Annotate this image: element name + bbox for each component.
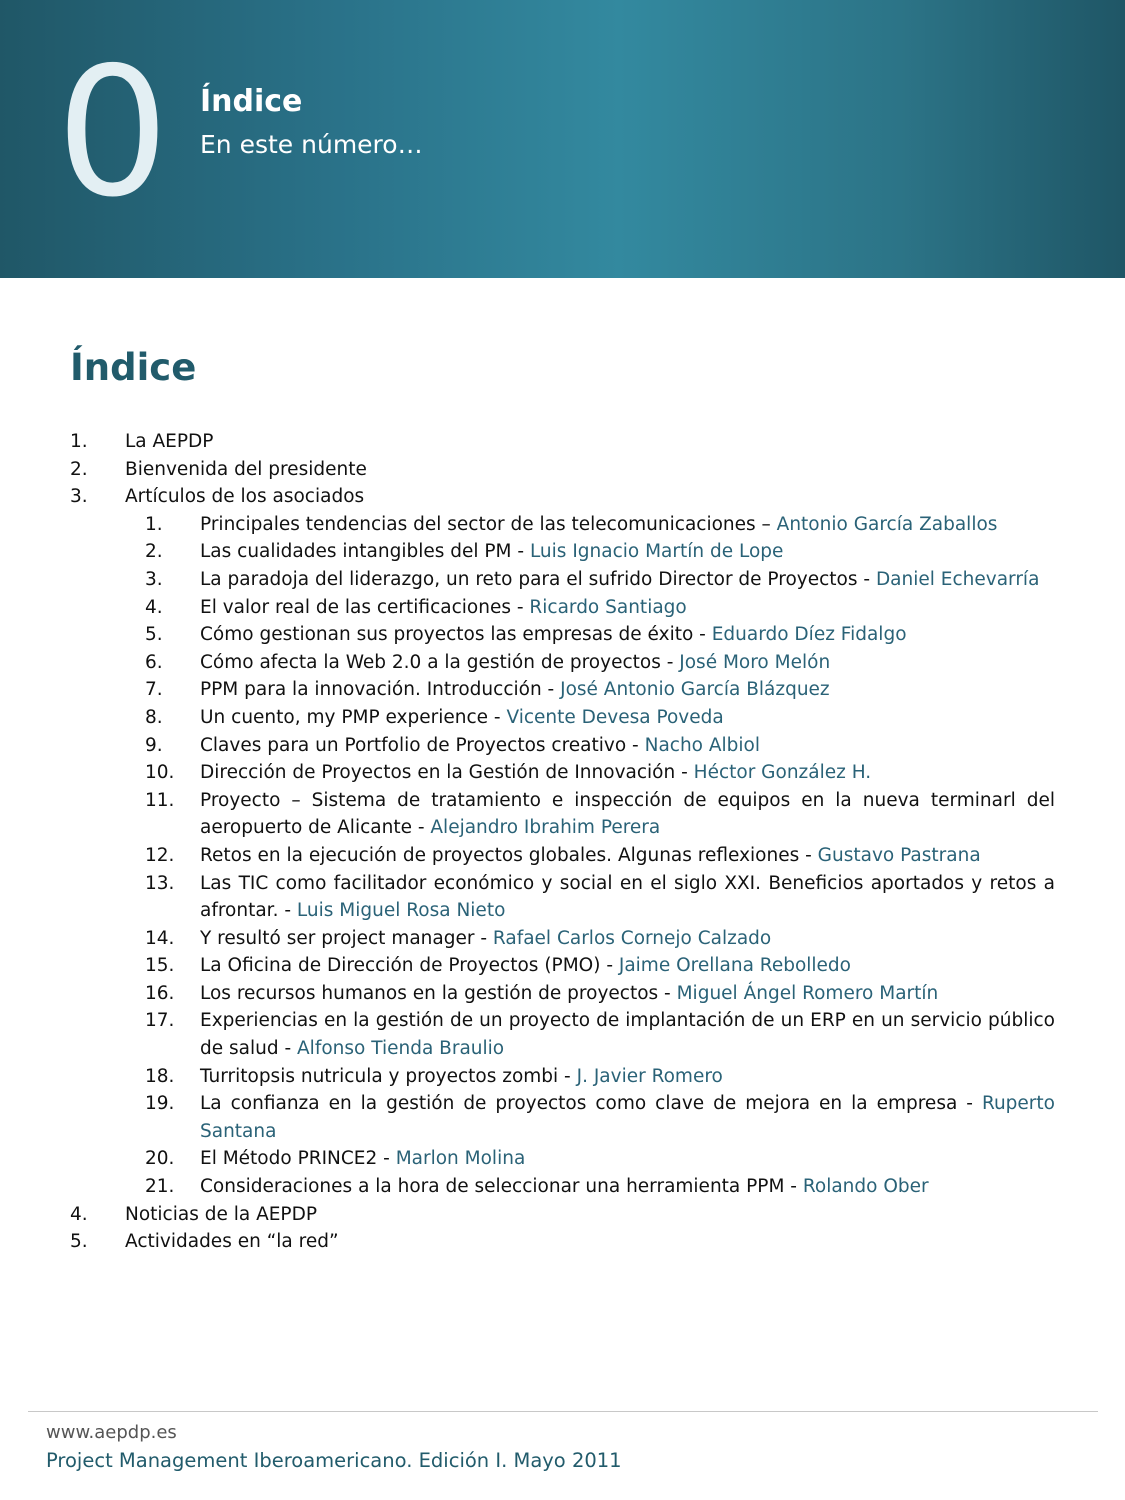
article-author: Rafael Carlos Cornejo Calzado bbox=[492, 927, 772, 949]
toc-item bbox=[70, 428, 1055, 456]
article-author: Gustavo Pastrana bbox=[817, 844, 981, 866]
article-title: Un cuento, my PMP experience - bbox=[200, 706, 507, 728]
article-number: 14. bbox=[145, 927, 175, 949]
article-title: Cómo afecta la Web 2.0 a la gestión de proyectos - bbox=[200, 651, 680, 673]
page-title: Índice bbox=[70, 346, 197, 389]
article-number: 5. bbox=[145, 624, 163, 646]
article-number: 12. bbox=[145, 844, 175, 866]
article-author: José Antonio García Blázquez bbox=[560, 679, 830, 701]
article-number: 9. bbox=[145, 734, 163, 756]
article-item bbox=[70, 594, 1055, 622]
banner-subtitle: En este número… bbox=[200, 130, 423, 159]
table-of-contents bbox=[70, 428, 1055, 1256]
article-author: Daniel Echevarría bbox=[875, 568, 1040, 590]
article-number: 15. bbox=[145, 955, 175, 977]
article-author: Nacho Albiol bbox=[644, 734, 761, 756]
article-author: Ricardo Santiago bbox=[529, 596, 687, 618]
article-author: Luis Ignacio Martín de Lope bbox=[529, 541, 784, 563]
article-item bbox=[70, 787, 1055, 842]
article-number: 20. bbox=[145, 1148, 175, 1170]
article-item bbox=[70, 870, 1055, 925]
article-item bbox=[70, 704, 1055, 732]
article-author: Vicente Devesa Poveda bbox=[506, 706, 724, 728]
article-author: Alfonso Tienda Braulio bbox=[297, 1038, 505, 1060]
header-banner bbox=[0, 0, 1125, 278]
article-title: Turritopsis nutricula y proyectos zombi - bbox=[200, 1065, 577, 1087]
article-title: Consideraciones a la hora de seleccionar una herramienta PPM - bbox=[200, 1176, 803, 1198]
article-item bbox=[70, 952, 1055, 980]
banner-title: Índice bbox=[200, 84, 303, 119]
article-title: Las cualidades intangibles del PM - bbox=[200, 541, 530, 563]
toc-item-number: 5. bbox=[70, 1231, 88, 1253]
footer-publication: Project Management Iberoamericano. Edición I. Mayo 2011 bbox=[46, 1449, 622, 1472]
article-author: Marlon Molina bbox=[395, 1148, 526, 1170]
article-author: Antonio García Zaballos bbox=[776, 513, 998, 535]
toc-item bbox=[70, 1228, 1055, 1256]
article-item bbox=[70, 649, 1055, 677]
article-number: 16. bbox=[145, 982, 175, 1004]
article-item bbox=[70, 676, 1055, 704]
article-author: Alejandro Ibrahim Perera bbox=[430, 817, 661, 839]
article-number: 21. bbox=[145, 1176, 175, 1198]
article-item bbox=[70, 980, 1055, 1008]
article-title: PPM para la innovación. Introducción - bbox=[200, 679, 561, 701]
toc-item-number: 1. bbox=[70, 431, 88, 452]
chapter-number: 0 bbox=[56, 29, 170, 236]
article-number: 7. bbox=[145, 679, 163, 701]
article-item bbox=[70, 566, 1055, 594]
toc-item-number: 4. bbox=[70, 1203, 88, 1225]
article-title: Las TIC como facilitador económico y social en el siglo XXI. Beneficios aportados y retos a afrontar. - bbox=[200, 872, 1055, 922]
article-title: Los recursos humanos en la gestión de proyectos - bbox=[200, 982, 677, 1004]
article-author: José Moro Melón bbox=[679, 651, 831, 673]
article-number: 3. bbox=[145, 568, 163, 590]
toc-item-title: Artículos de los asociados bbox=[125, 486, 365, 508]
article-item bbox=[70, 1145, 1055, 1173]
article-item bbox=[70, 621, 1055, 649]
article-number: 2. bbox=[145, 541, 163, 563]
article-item bbox=[70, 732, 1055, 760]
article-author: Eduardo Díez Fidalgo bbox=[711, 624, 907, 646]
toc-item bbox=[70, 483, 1055, 511]
article-title: Proyecto – Sistema de tratamiento e inspección de equipos en la nueva terminarl del aeropuerto de Alicante - bbox=[200, 789, 1055, 839]
article-title: Experiencias en la gestión de un proyecto de implantación de un ERP en un servicio público de salud - bbox=[200, 1010, 1055, 1060]
article-item bbox=[70, 1090, 1055, 1145]
article-item bbox=[70, 1173, 1055, 1201]
article-item bbox=[70, 1007, 1055, 1062]
article-author: Jaime Orellana Rebolledo bbox=[618, 955, 851, 977]
article-item bbox=[70, 511, 1055, 539]
article-number: 4. bbox=[145, 596, 163, 618]
article-number: 10. bbox=[145, 762, 175, 784]
toc-item-title: Actividades en “la red” bbox=[125, 1231, 339, 1253]
article-item bbox=[70, 925, 1055, 953]
article-number: 8. bbox=[145, 706, 163, 728]
article-title: Claves para un Portfolio de Proyectos creativo - bbox=[200, 734, 645, 756]
toc-item bbox=[70, 456, 1055, 484]
article-title: La confianza en la gestión de proyectos como clave de mejora en la empresa - bbox=[200, 1093, 982, 1115]
article-title: El valor real de las certificaciones - bbox=[200, 596, 530, 618]
footer-divider bbox=[28, 1411, 1098, 1412]
article-author: Luis Miguel Rosa Nieto bbox=[296, 900, 506, 922]
article-author: Rolando Ober bbox=[802, 1176, 929, 1198]
toc-item bbox=[70, 1201, 1055, 1229]
article-title: La paradoja del liderazgo, un reto para el sufrido Director de Proyectos - bbox=[200, 568, 876, 590]
article-title: La Oficina de Dirección de Proyectos (PMO) - bbox=[200, 955, 619, 977]
toc-item-title: Noticias de la AEPDP bbox=[125, 1203, 317, 1225]
article-number: 1. bbox=[145, 513, 163, 535]
article-item bbox=[70, 842, 1055, 870]
article-number: 6. bbox=[145, 651, 163, 673]
article-item bbox=[70, 759, 1055, 787]
article-item bbox=[70, 538, 1055, 566]
toc-item-title: La AEPDP bbox=[125, 431, 214, 452]
article-author: Ruperto Santana bbox=[200, 1093, 1055, 1142]
article-author: Héctor González H. bbox=[693, 762, 872, 784]
toc-item-number: 3. bbox=[70, 486, 88, 508]
article-author: J. Javier Romero bbox=[576, 1065, 723, 1087]
toc-item-title: Bienvenida del presidente bbox=[125, 458, 367, 480]
article-title: El Método PRINCE2 - bbox=[200, 1148, 396, 1170]
article-item bbox=[70, 1063, 1055, 1091]
article-number: 13. bbox=[145, 872, 175, 894]
article-title: Y resultó ser project manager - bbox=[200, 927, 493, 949]
toc-item-number: 2. bbox=[70, 458, 88, 480]
article-number: 17. bbox=[145, 1010, 175, 1032]
article-number: 11. bbox=[145, 789, 175, 811]
article-title: Dirección de Proyectos en la Gestión de Innovación - bbox=[200, 762, 694, 784]
article-title: Cómo gestionan sus proyectos las empresas de éxito - bbox=[200, 624, 712, 646]
article-number: 18. bbox=[145, 1065, 175, 1087]
article-author: Miguel Ángel Romero Martín bbox=[676, 982, 939, 1004]
article-title: Retos en la ejecución de proyectos globales. Algunas reflexiones - bbox=[200, 844, 818, 866]
footer-url: www.aepdp.es bbox=[46, 1422, 177, 1443]
article-title: Principales tendencias del sector de las telecomunicaciones – bbox=[200, 513, 777, 535]
article-number: 19. bbox=[145, 1093, 175, 1115]
